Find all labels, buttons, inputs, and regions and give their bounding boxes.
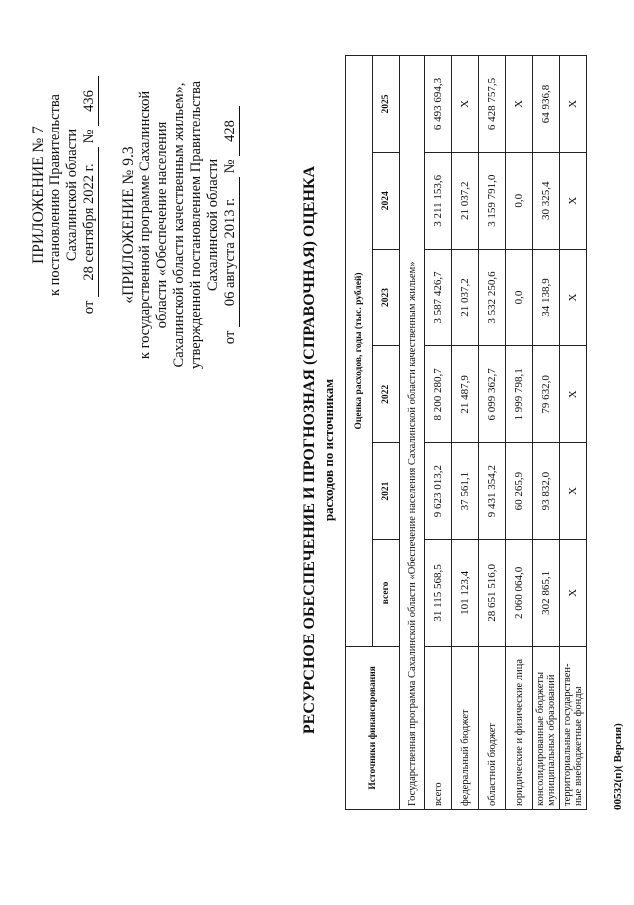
year-column-header: 2021 — [373, 443, 400, 540]
appendix-header-7 — [30, 45, 99, 345]
from-label: от — [222, 330, 238, 345]
cell-value: 31 115 568,5 — [425, 539, 452, 646]
table-row — [533, 56, 560, 810]
appendix-9-3-date-line — [222, 45, 240, 405]
estimate-column-header: Оценка расходов, годы (тыс. рублей) — [346, 56, 373, 647]
table-row — [452, 56, 479, 810]
number-label: № — [81, 129, 97, 144]
cell-value: 302 865,1 — [533, 539, 560, 646]
appendix-9-3-line2: области «Обеспечение населения — [154, 121, 170, 329]
appendix-7-line2: Сахалинской области — [64, 128, 80, 262]
decree-date: 28 сентября 2022 г. — [81, 147, 99, 297]
cell-value: 3 159 791,0 — [479, 152, 506, 249]
cell-value: Х — [560, 346, 587, 443]
decree-number: 428 — [222, 106, 240, 156]
cell-value: 6 099 362,7 — [479, 346, 506, 443]
cell-value: 3 211 153,6 — [425, 152, 452, 249]
table-row — [479, 56, 506, 810]
year-column-header: 2024 — [373, 152, 400, 249]
appendix-9-3-line5: Сахалинской области — [205, 158, 221, 292]
cell-value: 64 936,8 — [533, 56, 560, 153]
cell-value: 101 123,4 — [452, 539, 479, 646]
cell-value: Х — [560, 249, 587, 346]
appendix-7-title: ПРИЛОЖЕНИЕ № 7 — [30, 126, 47, 264]
cell-value: Х — [560, 443, 587, 540]
table-row — [560, 56, 587, 810]
from-label: от — [81, 300, 97, 315]
program-name: Государственная программа Сахалинской области «Обеспечение населения Сахалинской области качественным жильем» — [400, 56, 425, 810]
appendix-7-line1: к постановлению Правительства — [47, 94, 63, 296]
cell-value: 0,0 — [506, 152, 533, 249]
cell-value: 0,0 — [506, 249, 533, 346]
cell-value: 3 587 426,7 — [425, 249, 452, 346]
cell-value: 3 532 250,6 — [479, 249, 506, 346]
cell-value: 60 265,9 — [506, 443, 533, 540]
document-title — [300, 150, 338, 750]
appendix-header-9-3 — [120, 45, 240, 405]
cell-value: Х — [452, 56, 479, 153]
program-row — [400, 56, 425, 810]
decree-date: 06 августа 2013 г. — [222, 177, 240, 327]
cell-value: 9 623 013,2 — [425, 443, 452, 540]
cell-value: 6 493 694,3 — [425, 56, 452, 153]
appendix-9-3-line4: утвержденной постановлением Правительства — [188, 80, 204, 370]
decree-number: 436 — [81, 76, 99, 126]
cell-value: Х — [506, 56, 533, 153]
appendix-7-date-line — [81, 45, 99, 345]
table-header-row — [346, 56, 373, 810]
cell-value: 30 325,4 — [533, 152, 560, 249]
row-label: консолидированные бюджеты муниципальных образований — [533, 646, 560, 809]
funding-table — [345, 55, 587, 810]
cell-value: Х — [560, 152, 587, 249]
cell-value: 93 832,0 — [533, 443, 560, 540]
year-column-header: 2023 — [373, 249, 400, 346]
title-main: РЕСУРСНОЕ ОБЕСПЕЧЕНИЕ И ПРОГНОЗНАЯ (СПРАВОЧНАЯ) ОЦЕНКА — [301, 165, 318, 735]
row-label: всего — [425, 646, 452, 809]
appendix-9-3-line1: к государственной программе Сахалинской — [137, 90, 153, 360]
table-row — [506, 56, 533, 810]
year-column-header: 2022 — [373, 346, 400, 443]
cell-value: 21 037,2 — [452, 152, 479, 249]
cell-value: 21 487,9 — [452, 346, 479, 443]
total-column-header: всего — [373, 539, 400, 646]
cell-value: 21 037,2 — [452, 249, 479, 346]
footer-version: 00532(п)( Версия) — [612, 723, 624, 810]
cell-value: Х — [560, 539, 587, 646]
number-label: № — [222, 159, 238, 174]
table-row — [425, 56, 452, 810]
cell-value: Х — [560, 56, 587, 153]
source-column-header: Источники финансирования — [346, 646, 400, 809]
appendix-9-3-title: «ПРИЛОЖЕНИЕ № 9.3 — [120, 146, 137, 304]
cell-value: 34 138,9 — [533, 249, 560, 346]
cell-value: 6 428 757,5 — [479, 56, 506, 153]
cell-value: 28 651 516,0 — [479, 539, 506, 646]
appendix-9-3-line3: Сахалинской области качественным жильем», — [171, 82, 187, 368]
row-label: федеральный бюджет — [452, 646, 479, 809]
year-column-header: 2025 — [373, 56, 400, 153]
cell-value: 2 060 064,0 — [506, 539, 533, 646]
title-sub: расходов по источникам — [321, 378, 336, 522]
cell-value: 1 999 798,1 — [506, 346, 533, 443]
cell-value: 8 200 280,7 — [425, 346, 452, 443]
cell-value: 9 431 354,2 — [479, 443, 506, 540]
row-label: областной бюджет — [479, 646, 506, 809]
cell-value: 79 632,0 — [533, 346, 560, 443]
row-label: юридические и физические лица — [506, 646, 533, 809]
cell-value: 37 561,1 — [452, 443, 479, 540]
row-label: территориальные государствен-ные внебюджетные фонды — [560, 646, 587, 809]
